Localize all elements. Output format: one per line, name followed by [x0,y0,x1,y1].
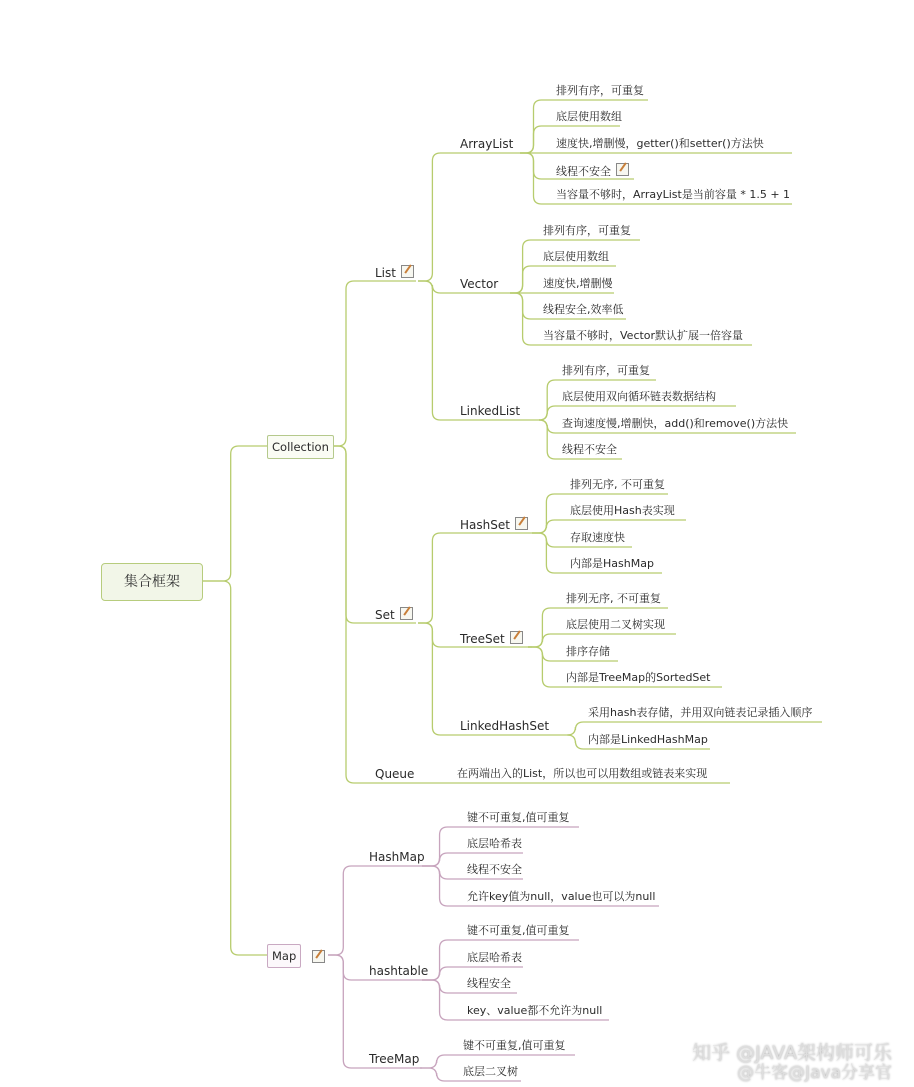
hashset-label: HashSet [460,518,510,532]
hashmap-item: 允许key值为null，value也可以为null [467,890,656,903]
map-label: Map [272,949,297,963]
vector-node: Vector [460,277,499,291]
connector [418,153,520,281]
queue-node: Queue [375,767,415,781]
map-node [267,944,301,968]
connector [328,281,416,446]
treeset-item: 内部是TreeMap的SortedSet [566,671,711,684]
vector-item: 底层使用数组 [543,250,609,263]
list-node [375,265,414,280]
hashtable-item: key、value都不允许为null [467,1004,603,1017]
connector [328,866,422,955]
hashtable-item: 键不可重复,值可重复 [467,924,570,937]
hashtable-item: 线程安全 [467,977,511,990]
watermark-line2: @牛客@Java分享官 [737,1063,892,1083]
arraylist-item: 底层使用数组 [556,110,622,123]
hashmap-item: 线程不安全 [467,863,522,876]
arraylist-item: 线程不安全 [556,165,611,178]
hashset-node [460,517,528,532]
set-label: Set [375,608,395,622]
linkedlist-item: 线程不安全 [562,443,617,456]
hashmap-item: 键不可重复,值可重复 [467,811,570,824]
note-icon [616,163,629,176]
treemap-node: TreeMap [369,1052,420,1066]
connector [418,281,540,420]
note-icon [510,631,523,644]
collection-node [267,435,334,459]
arraylist-item-with-note [556,163,629,179]
treeset-label: TreeSet [460,632,505,646]
treeset-item: 底层使用二叉树实现 [566,618,665,631]
hashtable-node: hashtable [369,964,429,978]
note-icon [400,607,413,620]
vector-item: 当容量不够时，Vector默认扩展一倍容量 [543,329,744,342]
vector-item: 线程安全,效率低 [543,303,624,316]
hashtable-item: 底层哈希表 [467,951,522,964]
connector [328,446,416,623]
arraylist-node: ArrayList [460,137,514,151]
linkedhashset-node: LinkedHashSet [460,719,550,733]
linkedlist-item: 查询速度慢,增删快，add()和remove()方法快 [562,417,789,430]
treemap-item: 键不可重复,值可重复 [463,1039,566,1052]
linkedlist-item: 排列有序，可重复 [562,364,650,377]
connector [201,581,267,955]
root-node: 集合框架 [101,563,203,601]
connector [201,446,267,581]
treeset-node [460,631,523,646]
queue-item: 在两端出入的List，所以也可以用数组或链表来实现 [457,767,708,780]
treeset-item: 排序存储 [566,645,610,658]
list-label: List [375,266,396,280]
hashmap-item: 底层哈希表 [467,837,522,850]
linkedhashset-item: 采用hash表存储，并用双向链表记录插入顺序 [588,706,813,719]
linkedlist-node: LinkedList [460,404,521,418]
hashmap-node: HashMap [369,850,425,864]
hashset-item: 内部是HashMap [570,557,654,570]
note-icon [401,265,414,278]
treeset-item: 排列无序, 不可重复 [566,592,661,605]
linkedlist-item: 底层使用双向循环链表数据结构 [562,390,716,403]
note-icon [312,950,325,963]
hashset-item: 排列无序, 不可重复 [570,478,665,491]
collection-label: Collection [272,440,329,454]
connector [418,533,532,623]
set-node [375,607,413,622]
arraylist-item: 速度快,增删慢，getter()和setter()方法快 [556,137,764,150]
arraylist-item: 排列有序，可重复 [556,84,644,97]
watermark-line1: 知乎 @JAVA架构师可乐 [692,1042,892,1064]
vector-item: 排列有序，可重复 [543,224,631,237]
treemap-item: 底层二叉树 [463,1065,518,1078]
note-icon [515,517,528,530]
arraylist-item: 当容量不够时，ArrayList是当前容量 * 1.5 + 1 [556,188,791,201]
hashset-item: 底层使用Hash表实现 [570,504,675,517]
vector-item: 速度快,增删慢 [543,277,613,290]
hashset-item: 存取速度快 [570,531,625,544]
linkedhashset-item: 内部是LinkedHashMap [588,733,708,746]
